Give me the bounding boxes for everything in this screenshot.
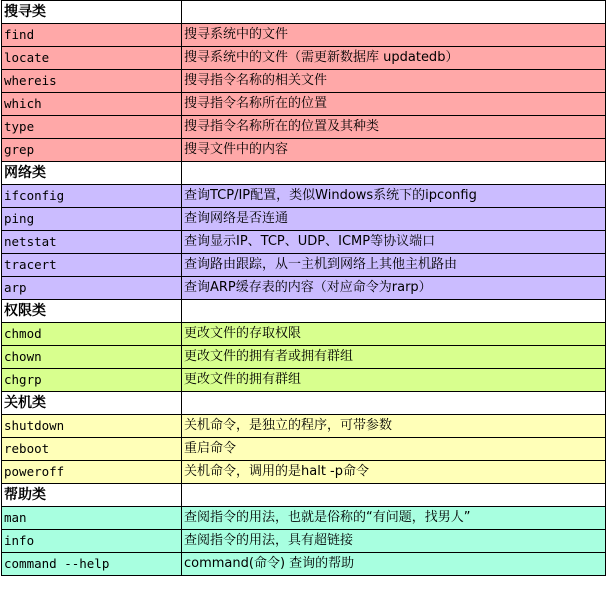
command-name: chgrp <box>2 369 182 392</box>
table-row <box>2 185 606 208</box>
section-header-network <box>2 162 606 185</box>
section-title: 关机类 <box>2 392 182 415</box>
section-header-blank <box>182 300 606 323</box>
command-name: info <box>2 530 182 553</box>
command-name: type <box>2 116 182 139</box>
command-name: grep <box>2 139 182 162</box>
section-header-power <box>2 392 606 415</box>
table-row <box>2 415 606 438</box>
command-description: 查询ARP缓存表的内容（对应命令为rarp） <box>182 277 606 300</box>
command-name: find <box>2 24 182 47</box>
table-row <box>2 70 606 93</box>
command-name: command --help <box>2 553 182 576</box>
command-description: 查询显示IP、TCP、UDP、ICMP等协议端口 <box>182 231 606 254</box>
table-row <box>2 346 606 369</box>
table-row <box>2 323 606 346</box>
command-description: 搜寻系统中的文件 <box>182 24 606 47</box>
table-row <box>2 461 606 484</box>
command-description: 搜寻指令名称所在的位置 <box>182 93 606 116</box>
command-name: ping <box>2 208 182 231</box>
command-name: shutdown <box>2 415 182 438</box>
command-description: 查询网络是否连通 <box>182 208 606 231</box>
table-row <box>2 47 606 70</box>
section-header-help <box>2 484 606 507</box>
table-row <box>2 93 606 116</box>
section-header-blank <box>182 162 606 185</box>
command-description: 关机命令，调用的是halt -p命令 <box>182 461 606 484</box>
command-name: chown <box>2 346 182 369</box>
command-description: 重启命令 <box>182 438 606 461</box>
command-description: 查询路由跟踪，从一主机到网络上其他主机路由 <box>182 254 606 277</box>
section-header-permission <box>2 300 606 323</box>
command-name: reboot <box>2 438 182 461</box>
command-description: command(命令) 查询的帮助 <box>182 553 606 576</box>
command-name: whereis <box>2 70 182 93</box>
command-table <box>1 0 606 576</box>
table-row <box>2 231 606 254</box>
table-row <box>2 139 606 162</box>
table-row <box>2 369 606 392</box>
command-description: 更改文件的存取权限 <box>182 323 606 346</box>
command-name: poweroff <box>2 461 182 484</box>
command-name: chmod <box>2 323 182 346</box>
command-description: 查阅指令的用法，也就是俗称的“有问题，找男人” <box>182 507 606 530</box>
section-header-search <box>2 1 606 24</box>
section-title: 帮助类 <box>2 484 182 507</box>
command-name: tracert <box>2 254 182 277</box>
command-description: 关机命令，是独立的程序，可带参数 <box>182 415 606 438</box>
command-description: 查阅指令的用法，具有超链接 <box>182 530 606 553</box>
table-row <box>2 507 606 530</box>
command-name: locate <box>2 47 182 70</box>
command-description: 搜寻指令名称的相关文件 <box>182 70 606 93</box>
table-row <box>2 24 606 47</box>
section-title: 网络类 <box>2 162 182 185</box>
command-name: arp <box>2 277 182 300</box>
command-description: 搜寻文件中的内容 <box>182 139 606 162</box>
section-header-blank <box>182 484 606 507</box>
table-row <box>2 208 606 231</box>
table-row <box>2 254 606 277</box>
table-row <box>2 438 606 461</box>
command-description: 搜寻系统中的文件（需更新数据库 updatedb） <box>182 47 606 70</box>
command-name: ifconfig <box>2 185 182 208</box>
table-row <box>2 277 606 300</box>
section-header-blank <box>182 392 606 415</box>
command-description: 搜寻指令名称所在的位置及其种类 <box>182 116 606 139</box>
command-name: which <box>2 93 182 116</box>
section-title: 搜寻类 <box>2 1 182 24</box>
table-row <box>2 116 606 139</box>
command-description: 查询TCP/IP配置，类似Windows系统下的ipconfig <box>182 185 606 208</box>
table-row <box>2 530 606 553</box>
command-name: man <box>2 507 182 530</box>
section-header-blank <box>182 1 606 24</box>
command-description: 更改文件的拥有群组 <box>182 369 606 392</box>
command-name: netstat <box>2 231 182 254</box>
table-row <box>2 553 606 576</box>
section-title: 权限类 <box>2 300 182 323</box>
command-description: 更改文件的拥有者或拥有群组 <box>182 346 606 369</box>
